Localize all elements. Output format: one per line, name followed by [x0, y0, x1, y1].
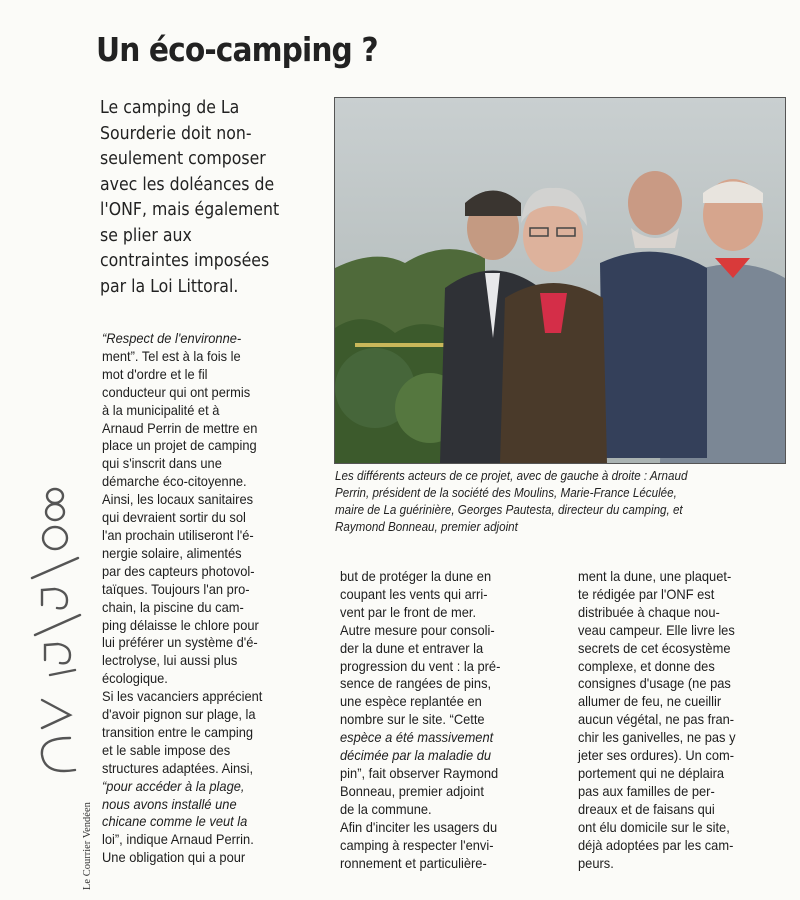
body-text-line: écologique. [102, 670, 168, 687]
body-text-line: et le sable impose des [102, 741, 231, 758]
caption-line: Perrin, président de la société des Moulins, Marie-France Léculée, [335, 486, 677, 500]
body-text-line: Ainsi, les locaux sanitaires [102, 491, 254, 508]
body-text-line: Arnaud Perrin de mettre en [102, 419, 258, 436]
body-text-line: chain, la piscine du cam- [102, 598, 244, 615]
body-text-line: “Respect de l'environne- [102, 330, 242, 346]
body-text-line: transition entre le camping [102, 723, 254, 740]
body-text-line: secrets de cet écosystème [578, 639, 731, 656]
body-text-line: dreaux et de faisans qui [578, 800, 715, 817]
caption-line: maire de La guérinière, Georges Pautesta, directeur du camping, et [335, 503, 683, 517]
body-text-line: taïques. Toujours l'an pro- [102, 580, 250, 597]
body-text-line: l'an prochain utiliseront l'é- [102, 526, 254, 543]
body-text-line: ment la dune, une plaquet- [578, 568, 732, 584]
body-text-line: “pour accéder à la plage, [102, 777, 245, 794]
body-text-line: aucun végétal, ne pas fran- [578, 711, 735, 728]
body-text-line: espèce a été massivement [340, 729, 494, 746]
body-text-line: nombre sur le site. “Cette [340, 711, 485, 728]
photo-caption [335, 468, 787, 536]
body-text-line: te rédigée par l'ONF est [578, 585, 715, 602]
body-text-line: portement qui ne déplaira [578, 764, 725, 781]
body-text-line: mot d'ordre et le fil [102, 365, 208, 382]
article-title: Un éco-camping ? [96, 30, 378, 69]
body-text-line: der la dune et entraver la [340, 639, 484, 656]
body-text-line: place un projet de camping [102, 437, 257, 454]
body-text-line: veau campeur. Elle livre les [578, 621, 735, 638]
body-text-line: Autre mesure pour consoli- [340, 621, 495, 638]
lede-line: l'ONF, mais également [100, 200, 280, 220]
body-text-line: loi”, indique Arnaud Perrin. [102, 831, 254, 848]
lede-line: Sourderie doit non- [100, 123, 252, 144]
body-text-line: camping à respecter l'envi- [340, 836, 494, 853]
body-text-line: nergie solaire, alimentés [102, 544, 242, 561]
article-lede [100, 96, 322, 300]
body-text-line: lui préférer un système d'é- [102, 634, 258, 651]
body-text-line: pin”, fait observer Raymond [340, 764, 499, 781]
body-text-line: but de protéger la dune en [340, 568, 492, 584]
caption-line: Raymond Bonneau, premier adjoint [335, 520, 518, 534]
body-text-line: nous avons installé une [102, 795, 237, 812]
body-text-line: chicane comme le veut la [102, 813, 248, 830]
body-text-line: ping délaisse le chlore pour [102, 616, 259, 633]
body-text-line: chir les ganivelles, ne pas y [578, 729, 736, 746]
body-text-line: à la municipalité et à [102, 401, 220, 418]
body-text-line: conducteur qui ont permis [102, 383, 251, 400]
body-text-line: Si les vacanciers apprécient [102, 688, 263, 705]
body-text-line: déjà adoptées par les cam- [578, 836, 734, 853]
body-text-line: vent par le front de mer. [340, 603, 477, 620]
body-text-line: par des capteurs photovol- [102, 562, 255, 579]
body-text-line: Afin d'inciter les usagers du [340, 818, 498, 835]
lede-line: Le camping de La [100, 98, 240, 118]
body-text-line: d'avoir pignon sur plage, la [102, 706, 256, 723]
article-column-1 [102, 330, 330, 867]
lede-line: par la Loi Littoral. [100, 276, 239, 297]
body-text-line: qui devraient sortir du sol [102, 509, 246, 526]
body-text-line: progression du vent : la pré- [340, 657, 501, 674]
body-text-line: distribuée à chaque nou- [578, 603, 720, 620]
body-text-line: peurs. [578, 854, 614, 871]
body-text-line: jeter ses ordures). Un com- [578, 747, 735, 764]
body-text-line: Bonneau, premier adjoint [340, 782, 484, 799]
body-text-line: structures adaptées. Ainsi, [102, 759, 254, 776]
handwritten-date-annotation [20, 470, 90, 780]
body-text-line: ronnement et particulière- [340, 854, 487, 871]
body-text-line: complexe, et donne des [578, 657, 715, 674]
article-photo [334, 97, 786, 464]
lede-line: contraintes imposées [100, 251, 270, 271]
body-text-line: allumer de feu, ne cueillir [578, 693, 722, 710]
body-text-line: démarche éco-citoyenne. [102, 473, 247, 490]
article-column-2 [340, 568, 560, 872]
body-text-line: Une obligation qui a pour [102, 849, 246, 866]
lede-line: avec les doléances de [100, 174, 275, 195]
article-column-3 [578, 568, 793, 872]
body-text-line: ont élu domicile sur le site, [578, 818, 730, 835]
lede-line: seulement composer [100, 149, 266, 169]
body-text-line: coupant les vents qui arri- [340, 585, 488, 602]
body-text-line: consignes d'usage (ne pas [578, 675, 731, 692]
body-text-line: sence de rangées de pins, [340, 675, 492, 692]
caption-line: Les différents acteurs de ce projet, avec de gauche à droite : Arnaud [335, 469, 688, 483]
photo-group-portrait [335, 98, 785, 463]
body-text-line: pas aux familles de per- [578, 782, 715, 799]
body-text-line: une espèce replantée en [340, 693, 482, 710]
body-text-line: ment”. Tel est à la fois le [102, 347, 241, 364]
body-text-line: de la commune. [340, 800, 432, 817]
body-text-line: décimée par la maladie du [340, 747, 492, 764]
source-credit: Le Courrier Vendéen [82, 802, 93, 890]
body-text-line: qui s'inscrit dans une [102, 455, 222, 472]
lede-line: se plier aux [100, 225, 192, 246]
body-text-line: lectrolyse, lui aussi plus [102, 652, 238, 669]
